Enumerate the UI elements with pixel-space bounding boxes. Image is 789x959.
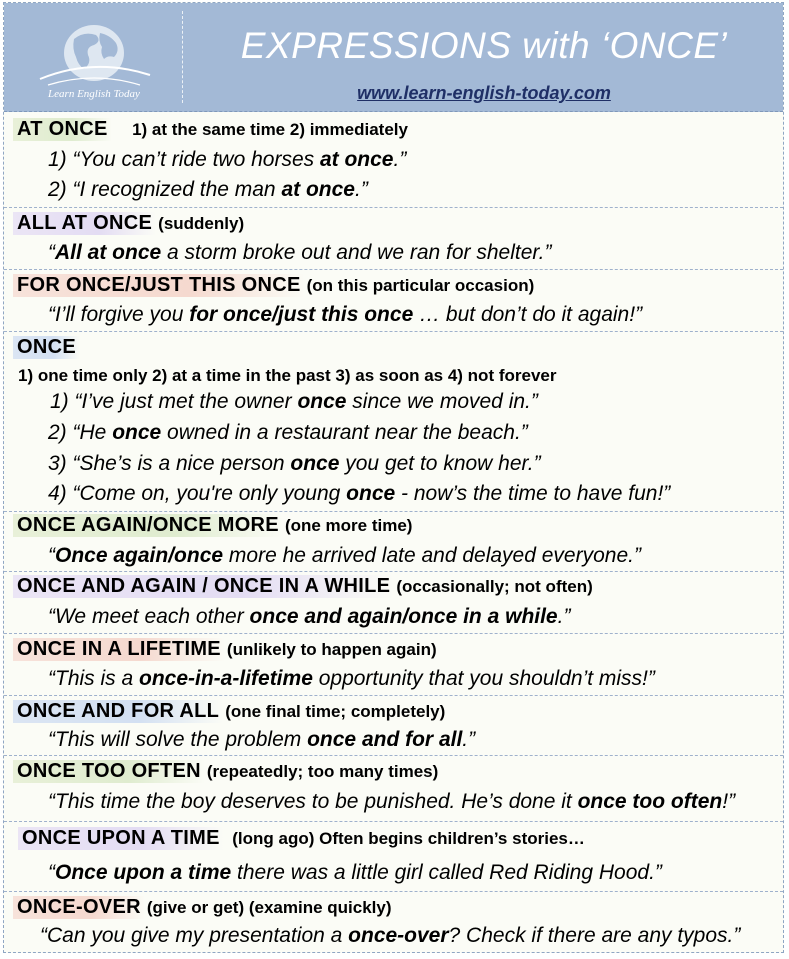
term: ONCE — [13, 336, 80, 359]
example-sentence: 1) “You can’t ride two horses at once.” — [48, 148, 407, 171]
header-divider — [182, 11, 183, 103]
meaning: (occasionally; not often) — [396, 577, 593, 596]
example-sentence: “We meet each other once and again/once in a while.” — [48, 605, 571, 628]
example-sentence: “This is a once-in-a-lifetime opportunity that you shouldn’t miss!” — [48, 667, 655, 690]
meaning: (unlikely to happen again) — [226, 640, 437, 659]
entry-once-over — [4, 891, 783, 952]
term: FOR ONCE/JUST THIS ONCE — [13, 274, 305, 297]
entry-once-again — [4, 511, 783, 571]
term: ONCE AND AGAIN / ONCE IN A WHILE — [13, 575, 394, 598]
entry-once-in-a-lifetime — [4, 633, 783, 695]
term: ONCE UPON A TIME — [18, 827, 224, 850]
site-link[interactable]: www.learn-english-today.com — [357, 83, 611, 103]
example-sentence: 2) “He once owned in a restaurant near the beach.” — [48, 421, 528, 444]
entry-once-upon-a-time — [4, 821, 783, 891]
meaning: (repeatedly; too many times) — [206, 762, 439, 781]
meaning: 1) at the same time 2) immediately — [132, 120, 408, 139]
senses: 1) one time only 2) at a time in the past 3) as soon as 4) not forever — [18, 366, 557, 385]
meaning: (suddenly) — [158, 214, 245, 233]
example-sentence: “Can you give my presentation a once-over? Check if there are any typos.” — [40, 924, 741, 947]
example-sentence: 1) “I’ve just met the owner once since we moved in.” — [50, 390, 538, 413]
meaning: (give or get) (examine quickly) — [146, 898, 392, 917]
example-sentence: “This time the boy deserves to be punished. He’s done it once too often!” — [48, 790, 736, 813]
meaning: (on this particular occasion) — [306, 276, 535, 295]
entry-once — [4, 331, 783, 511]
entry-once-and-for-all — [4, 695, 783, 755]
entry-all-at-once — [4, 207, 783, 269]
meaning: (one final time; completely) — [225, 702, 446, 721]
entry-once-too-often — [4, 755, 783, 821]
term: ONCE AND FOR ALL — [13, 700, 223, 723]
meaning: (one more time) — [284, 516, 413, 535]
example-sentence: 3) “She’s is a nice person once you get to know her.” — [48, 452, 541, 475]
entry-for-once — [4, 269, 783, 331]
example-sentence: 2) “I recognized the man at once.” — [48, 178, 368, 201]
header-banner — [4, 3, 783, 112]
logo-text: Learn English Today — [48, 88, 140, 100]
term: ALL AT ONCE — [13, 212, 156, 235]
term: AT ONCE — [13, 118, 112, 141]
page-title: EXPRESSIONS with ‘ONCE’ — [240, 25, 728, 66]
example-sentence: “Once upon a time there was a little girl called Red Riding Hood.” — [48, 861, 662, 884]
example-sentence: “Once again/once more he arrived late and delayed everyone.” — [48, 544, 641, 567]
entry-at-once — [4, 112, 783, 207]
example-sentence: “I’ll forgive you for once/just this once … but don’t do it again!” — [48, 303, 643, 326]
meaning: (long ago) Often begins children’s stories… — [232, 829, 585, 848]
term: ONCE TOO OFTEN — [13, 760, 205, 783]
term: ONCE IN A LIFETIME — [13, 638, 225, 661]
example-sentence: “All at once a storm broke out and we ran for shelter.” — [48, 241, 552, 264]
example-sentence: 4) “Come on, you're only young once - now’s the time to have fun!” — [48, 482, 671, 505]
entry-once-and-again — [4, 571, 783, 633]
example-sentence: “This will solve the problem once and for all.” — [48, 728, 476, 751]
expressions-sheet — [3, 2, 784, 953]
term: ONCE-OVER — [13, 896, 145, 919]
term: ONCE AGAIN/ONCE MORE — [13, 514, 283, 537]
globe-logo-icon — [34, 17, 154, 101]
